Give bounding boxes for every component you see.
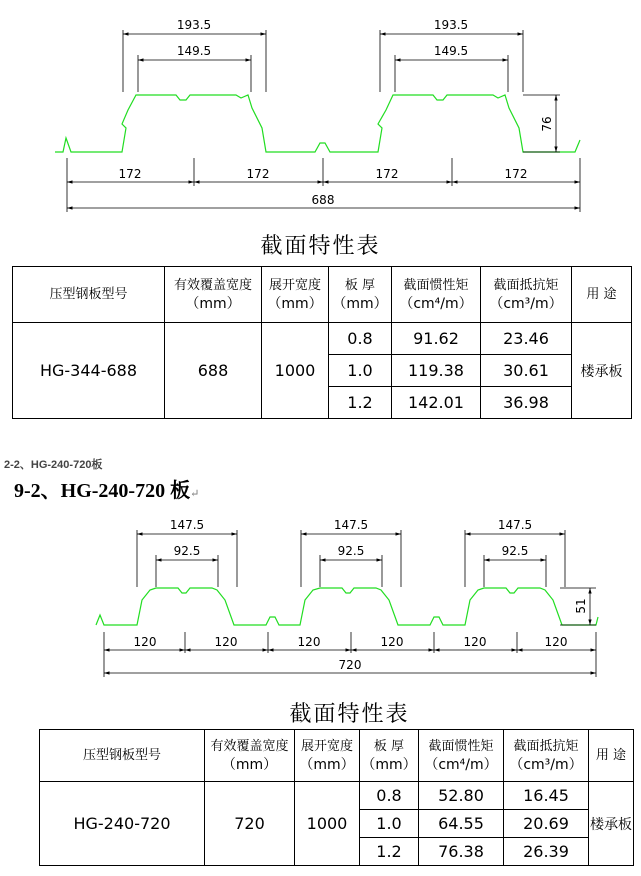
cell-thickness: 1.2: [360, 838, 419, 866]
dim-pitch-a: 147.5: [169, 518, 205, 532]
section-heading: 9-2、HG-240-720 板↵: [14, 480, 200, 502]
header-coverage: 有效覆盖宽度 （mm）: [205, 730, 295, 782]
cell-coverage: 688: [165, 323, 262, 419]
cell-model: HG-344-688: [13, 323, 165, 419]
cell-thickness: 1.0: [360, 810, 419, 838]
dim-height: 76: [540, 116, 554, 132]
cell-inertia: 64.55: [419, 810, 504, 838]
cell-model: HG-240-720: [40, 782, 205, 866]
cell-thickness: 1.0: [329, 355, 392, 387]
cell-coverage: 720: [205, 782, 295, 866]
cell-inertia: 76.38: [419, 838, 504, 866]
cell-inertia: 119.38: [392, 355, 481, 387]
header-inertia: 截面惯性矩 （cm⁴/m）: [419, 730, 504, 782]
return-mark-icon: ↵: [190, 488, 200, 500]
dim-rib-top-1: 149.5: [176, 44, 212, 58]
dim-pitch-c: 147.5: [497, 518, 533, 532]
cell-modulus: 16.45: [504, 782, 589, 810]
header-unfold: 展开宽度 （mm）: [295, 730, 360, 782]
dim-rib-top-c: 92.5: [501, 544, 529, 558]
cell-thickness: 0.8: [329, 323, 392, 355]
dim-rib-top-b: 92.5: [337, 544, 365, 558]
header-unfold: 展开宽度 （mm）: [262, 267, 329, 323]
header-modulus: 截面抵抗矩 （cm³/m）: [504, 730, 589, 782]
dim-pitch-b: 147.5: [333, 518, 369, 532]
cell-thickness: 1.2: [329, 387, 392, 419]
dim-rib-top-2: 149.5: [433, 44, 469, 58]
cell-use: 楼承板: [589, 782, 634, 866]
header-use: 用 途: [572, 267, 632, 323]
profile-drawing-hg-240-720: [0, 505, 641, 695]
dim-segment-4: 172: [504, 167, 528, 181]
dim-total: 688: [311, 193, 335, 207]
table-title-1: 截面特性表: [260, 234, 381, 259]
dim-segment-1: 172: [118, 167, 142, 181]
header-modulus: 截面抵抗矩 （cm³/m）: [481, 267, 572, 323]
header-model: 压型钢板型号: [13, 267, 165, 323]
cell-inertia: 142.01: [392, 387, 481, 419]
cell-modulus: 23.46: [481, 323, 572, 355]
header-coverage: 有效覆盖宽度 （mm）: [165, 267, 262, 323]
cell-unfold: 1000: [295, 782, 360, 866]
cell-modulus: 26.39: [504, 838, 589, 866]
cell-inertia: 52.80: [419, 782, 504, 810]
profile-drawing-hg-344-688: [0, 0, 641, 225]
dim-segment-c: 120: [297, 635, 321, 649]
section-properties-table-2: [39, 729, 634, 866]
header-use: 用 途: [589, 730, 634, 782]
dim-segment-d: 120: [380, 635, 404, 649]
dim-segment-f: 120: [544, 635, 568, 649]
table-title-2: 截面特性表: [289, 702, 410, 727]
dim-segment-b: 120: [214, 635, 238, 649]
cell-modulus: 30.61: [481, 355, 572, 387]
cell-use: 楼承板: [572, 323, 632, 419]
cell-modulus: 36.98: [481, 387, 572, 419]
steel-deck-profile: [55, 95, 580, 152]
dim-segment-2: 172: [246, 167, 270, 181]
steel-deck-profile-2: [96, 588, 598, 625]
dim-segment-3: 172: [375, 167, 399, 181]
dim-pitch-1: 193.5: [176, 18, 212, 32]
dim-segment-e: 120: [463, 635, 487, 649]
section-heading-small: 2-2、HG-240-720板: [4, 459, 103, 471]
cell-inertia: 91.62: [392, 323, 481, 355]
cell-modulus: 20.69: [504, 810, 589, 838]
dim-height-2: 51: [574, 598, 588, 614]
header-thickness: 板 厚 （mm）: [329, 267, 392, 323]
cell-thickness: 0.8: [360, 782, 419, 810]
dim-pitch-2: 193.5: [433, 18, 469, 32]
section-properties-table-1: [12, 266, 632, 419]
header-inertia: 截面惯性矩 （cm⁴/m）: [392, 267, 481, 323]
dim-rib-top-a: 92.5: [173, 544, 201, 558]
header-model: 压型钢板型号: [40, 730, 205, 782]
header-thickness: 板 厚 （mm）: [360, 730, 419, 782]
cell-unfold: 1000: [262, 323, 329, 419]
dim-segment-a: 120: [133, 635, 157, 649]
dim-total-2: 720: [338, 658, 362, 672]
